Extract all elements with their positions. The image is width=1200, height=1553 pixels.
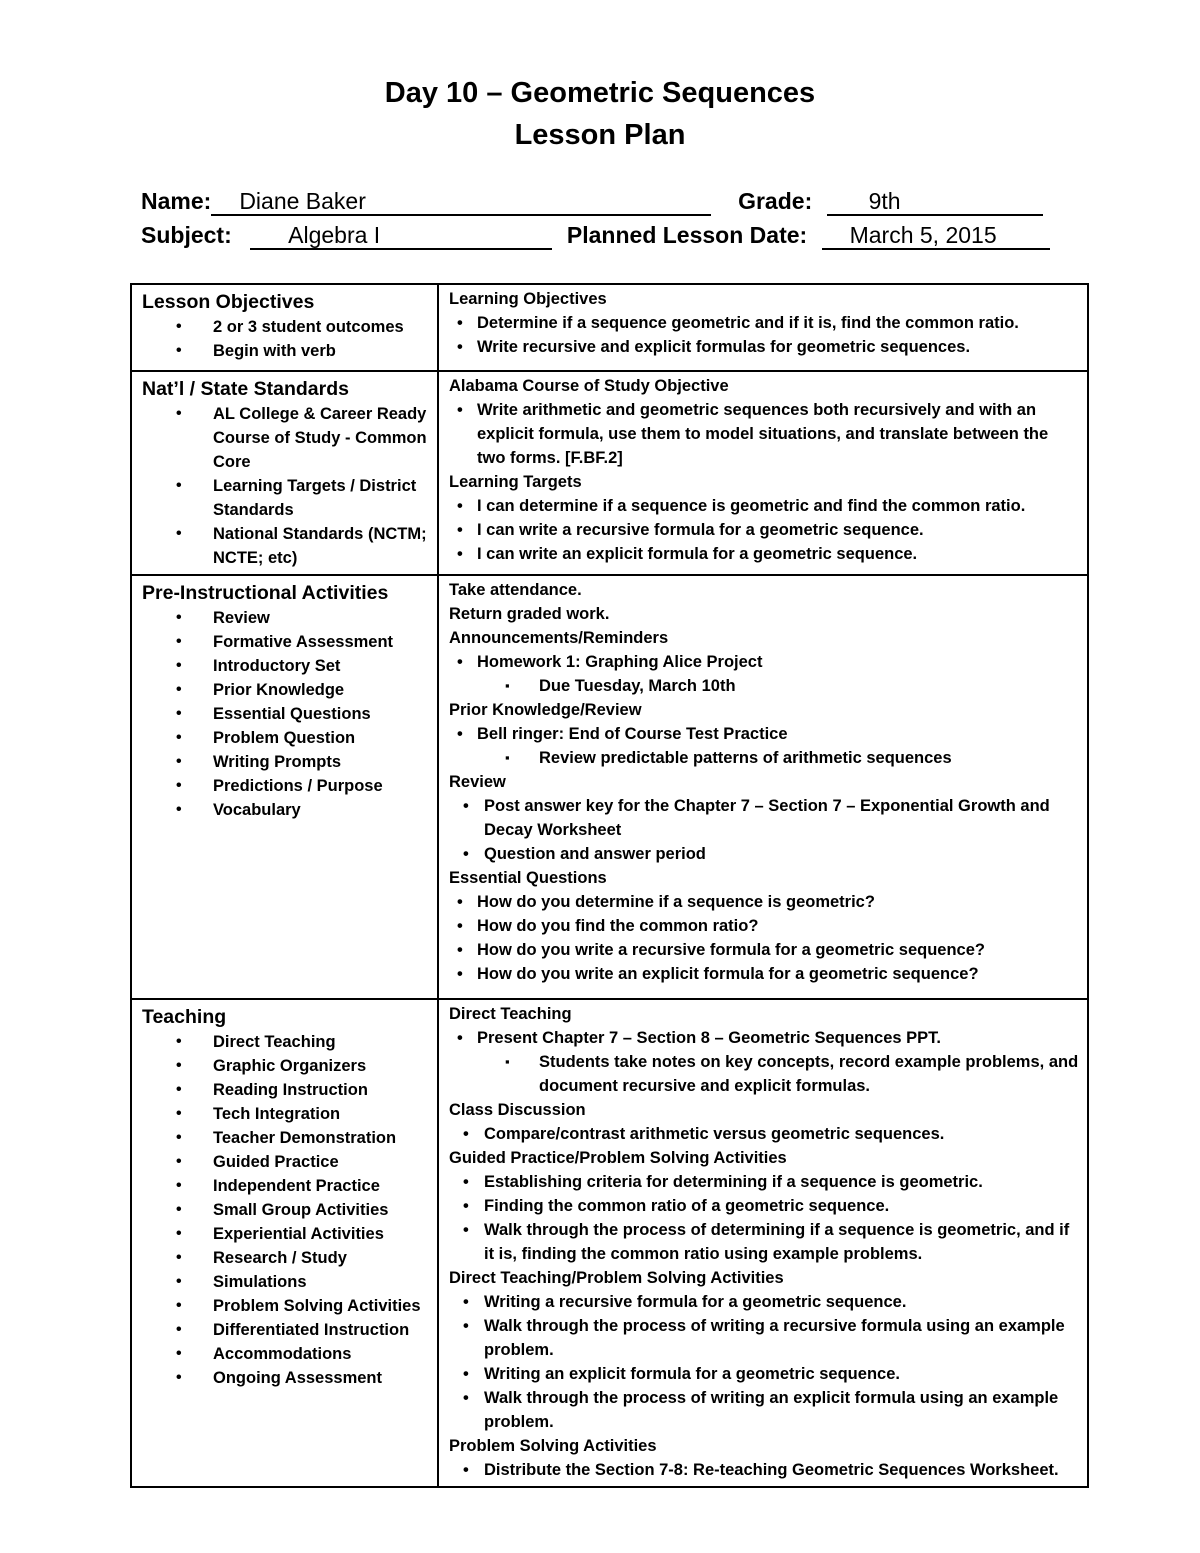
list-item: • Writing a recursive formula for a geometric sequence. [449, 1290, 1079, 1314]
list-item: • Introductory Set [142, 654, 429, 678]
direct-teaching-problem-solving-list [449, 1290, 1079, 1434]
review-heading: Review [449, 773, 506, 791]
list-item: • Walk through the process of writing an explicit formula using an example problem. [449, 1386, 1079, 1434]
objectives-left-cell [131, 284, 438, 371]
name-value: Diane Baker [211, 188, 711, 216]
direct-teaching-problem-solving-heading: Direct Teaching/Problem Solving Activities [449, 1269, 784, 1287]
list-item: • Write arithmetic and geometric sequences both recursively and with an explicit formula, use them to model situations, and translate between the two forms. [F.BF.2] [449, 398, 1079, 470]
list-item: • Walk through the process of determining if a sequence is geometric, and if it is, finding the common ratio using example problems. [449, 1218, 1079, 1266]
objectives-right-cell [438, 284, 1088, 371]
direct-teaching-heading: Direct Teaching [449, 1005, 572, 1023]
name-label: Name: [141, 188, 212, 214]
pre-instructional-left-cell [131, 575, 438, 999]
alabama-objective-list [449, 398, 1079, 470]
list-item: • AL College & Career Ready Course of Study - Common Core [142, 402, 429, 474]
list-item: • Graphic Organizers [142, 1054, 429, 1078]
teaching-heading: Teaching [142, 1006, 227, 1028]
learning-targets-list [449, 494, 1079, 566]
essential-questions-list [449, 890, 1079, 986]
objectives-list [142, 315, 429, 363]
list-item: • How do you write a recursive formula for a geometric sequence? [449, 938, 1079, 962]
standards-right-cell [438, 371, 1088, 575]
list-item: • Homework 1: Graphing Alice Project [449, 650, 1079, 674]
list-item: • 2 or 3 student outcomes [142, 315, 429, 339]
standards-row [131, 371, 1088, 575]
list-item: • Prior Knowledge [142, 678, 429, 702]
list-item: • How do you find the common ratio? [449, 914, 1079, 938]
subject-label: Subject: [141, 222, 232, 248]
learning-objectives-heading: Learning Objectives [449, 290, 607, 308]
list-item: • Learning Targets / District Standards [142, 474, 429, 522]
list-item: • Finding the common ratio of a geometric sequence. [449, 1194, 1079, 1218]
standards-left-cell [131, 371, 438, 575]
header-row-name [141, 186, 1043, 216]
list-item: • Begin with verb [142, 339, 429, 363]
prior-knowledge-heading: Prior Knowledge/Review [449, 701, 642, 719]
grade-value: 9th [827, 188, 1043, 216]
pre-instructional-right-cell [438, 575, 1088, 999]
graded-work-line: Return graded work. [449, 605, 610, 623]
date-label: Planned Lesson Date: [566, 222, 808, 248]
date-value: March 5, 2015 [822, 222, 1050, 250]
class-discussion-list [449, 1122, 1079, 1146]
list-item: • Compare/contrast arithmetic versus geometric sequences. [449, 1122, 1079, 1146]
list-item: • Post answer key for the Chapter 7 – Section 7 – Exponential Growth and Decay Worksheet [449, 794, 1079, 842]
alabama-objective-heading: Alabama Course of Study Objective [449, 377, 729, 395]
document-subtitle: Lesson Plan [514, 119, 686, 151]
essential-questions-heading: Essential Questions [449, 869, 607, 887]
direct-teaching-sublist [449, 1050, 1079, 1098]
announcements-list [449, 650, 1079, 674]
teaching-row [131, 999, 1088, 1487]
pre-instructional-heading: Pre-Instructional Activities [142, 582, 389, 604]
problem-solving-heading: Problem Solving Activities [449, 1437, 657, 1455]
list-item: • Ongoing Assessment [142, 1366, 429, 1390]
teaching-left-cell [131, 999, 438, 1487]
list-item: • Simulations [142, 1270, 429, 1294]
list-item: • Problem Question [142, 726, 429, 750]
header-row-subject [141, 220, 1050, 250]
list-item: • I can write a recursive formula for a geometric sequence. [449, 518, 1079, 542]
subject-value: Algebra I [250, 222, 552, 250]
standards-heading: Nat’l / State Standards [142, 378, 349, 400]
list-item: • Experiential Activities [142, 1222, 429, 1246]
announcements-heading: Announcements/Reminders [449, 629, 669, 647]
list-item: • How do you determine if a sequence is geometric? [449, 890, 1079, 914]
list-item: • Distribute the Section 7-8: Re-teaching Geometric Sequences Worksheet. [449, 1458, 1079, 1482]
list-item: • Guided Practice [142, 1150, 429, 1174]
list-item: ▪ Review predictable patterns of arithmetic sequences [449, 746, 1079, 770]
list-item: • Establishing criteria for determining if a sequence is geometric. [449, 1170, 1079, 1194]
learning-objectives-list [449, 311, 1079, 359]
direct-teaching-list [449, 1026, 1079, 1050]
teaching-right-cell [438, 999, 1088, 1487]
list-item: • Bell ringer: End of Course Test Practice [449, 722, 1079, 746]
list-item: • Problem Solving Activities [142, 1294, 429, 1318]
attendance-line: Take attendance. [449, 581, 582, 599]
list-item: • I can write an explicit formula for a geometric sequence. [449, 542, 1079, 566]
list-item: • I can determine if a sequence is geometric and find the common ratio. [449, 494, 1079, 518]
list-item: • Writing Prompts [142, 750, 429, 774]
teaching-list [142, 1030, 429, 1390]
list-item: • Accommodations [142, 1342, 429, 1366]
problem-solving-list [449, 1458, 1079, 1482]
list-item: ▪ Students take notes on key concepts, record example problems, and document recursive and explicit formulas. [449, 1050, 1079, 1098]
standards-list [142, 402, 429, 570]
list-item: • Write recursive and explicit formulas for geometric sequences. [449, 335, 1079, 359]
list-item: • Walk through the process of writing a recursive formula using an example problem. [449, 1314, 1079, 1362]
list-item: • Formative Assessment [142, 630, 429, 654]
guided-practice-list [449, 1170, 1079, 1266]
list-item: • Vocabulary [142, 798, 429, 822]
prior-knowledge-sublist [449, 746, 1079, 770]
review-list [449, 794, 1079, 866]
list-item: • Independent Practice [142, 1174, 429, 1198]
announcements-sublist [449, 674, 1079, 698]
list-item: • Essential Questions [142, 702, 429, 726]
list-item: • Direct Teaching [142, 1030, 429, 1054]
grade-label: Grade: [738, 188, 813, 214]
list-item: • Research / Study [142, 1246, 429, 1270]
list-item: • Question and answer period [449, 842, 1079, 866]
class-discussion-heading: Class Discussion [449, 1101, 586, 1119]
list-item: • Predictions / Purpose [142, 774, 429, 798]
lesson-plan-table [130, 283, 1089, 1488]
list-item: • National Standards (NCTM; NCTE; etc) [142, 522, 429, 570]
list-item: • Determine if a sequence geometric and if it is, find the common ratio. [449, 311, 1079, 335]
list-item: • Small Group Activities [142, 1198, 429, 1222]
list-item: • Writing an explicit formula for a geometric sequence. [449, 1362, 1079, 1386]
pre-instructional-row [131, 575, 1088, 999]
document-title: Day 10 – Geometric Sequences [384, 77, 816, 109]
list-item: • Differentiated Instruction [142, 1318, 429, 1342]
list-item: • Review [142, 606, 429, 630]
objectives-heading: Lesson Objectives [142, 291, 315, 313]
list-item: • How do you write an explicit formula for a geometric sequence? [449, 962, 1079, 986]
list-item: ▪ Due Tuesday, March 10th [449, 674, 1079, 698]
list-item: • Present Chapter 7 – Section 8 – Geometric Sequences PPT. [449, 1026, 1079, 1050]
objectives-row [131, 284, 1088, 371]
prior-knowledge-list [449, 722, 1079, 746]
list-item: • Teacher Demonstration [142, 1126, 429, 1150]
list-item: • Tech Integration [142, 1102, 429, 1126]
list-item: • Reading Instruction [142, 1078, 429, 1102]
guided-practice-heading: Guided Practice/Problem Solving Activities [449, 1149, 787, 1167]
pre-instructional-list [142, 606, 429, 822]
learning-targets-heading: Learning Targets [449, 473, 582, 491]
